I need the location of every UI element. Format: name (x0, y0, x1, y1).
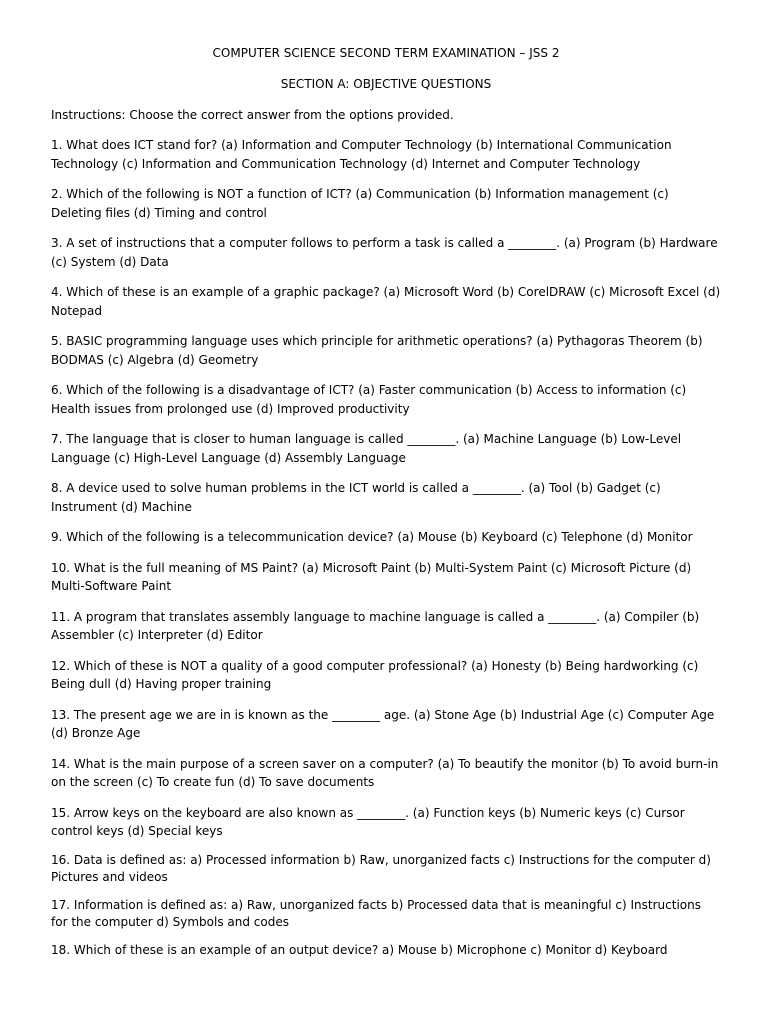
question-2: 2. Which of the following is NOT a function of ICT? (a) Communication (b) Information management (c) Deleting files (d) Timing and control (51, 187, 669, 220)
question-list (51, 136, 721, 959)
question-16: 16. Data is defined as: a) Processed information b) Raw, unorganized facts c) Instructions for the computer d) Pictures and videos (51, 852, 711, 884)
question-5: 5. BASIC programming language uses which principle for arithmetic operations? (a) Pythagoras Theorem (b) BODMAS (c) Algebra (d) Geometry (51, 334, 703, 367)
exam-title: COMPUTER SCIENCE SECOND TERM EXAMINATION – JSS 2 (212, 46, 560, 60)
question-4: 4. Which of these is an example of a graphic package? (a) Microsoft Word (b) CorelDRAW (c) Microsoft Excel (d) Notepad (51, 285, 721, 318)
question-6: 6. Which of the following is a disadvantage of ICT? (a) Faster communication (b) Access to information (c) Health issues from prolonged use (d) Improved productivity (51, 383, 687, 416)
question-12: 12. Which of these is NOT a quality of a good computer professional? (a) Honesty (b) Being hardworking (c) Being dull (d) Having proper training (51, 658, 699, 691)
question-9: 9. Which of the following is a telecommunication device? (a) Mouse (b) Keyboard (c) Telephone (d) Monitor (51, 530, 693, 544)
question-7: 7. The language that is closer to human language is called ________. (a) Machine Language (b) Low-Level Language (c) High-Level Language (d) Assembly Language (51, 432, 682, 465)
question-8: 8. A device used to solve human problems in the ICT world is called a ________. (a) Tool (b) Gadget (c) Instrument (d) Machine (51, 481, 661, 514)
question-14: 14. What is the main purpose of a screen saver on a computer? (a) To beautify the monitor (b) To avoid burn-in on the screen (c) To create fun (d) To save documents (51, 756, 719, 789)
question-11: 11. A program that translates assembly language to machine language is called a ________. (a) Compiler (b) Assembler (c) Interpreter (d) Editor (51, 609, 700, 642)
question-15: 15. Arrow keys on the keyboard are also known as ________. (a) Function keys (b) Numeric keys (c) Cursor control keys (d) Special keys (51, 805, 685, 838)
question-1: 1. What does ICT stand for? (a) Information and Computer Technology (b) International Communication Technology (c) Information and Communication Technology (d) Internet and Computer Technology (51, 138, 672, 171)
question-18: 18. Which of these is an example of an output device? a) Mouse b) Microphone c) Monitor d) Keyboard (51, 942, 668, 957)
exam-page (51, 44, 721, 959)
question-13: 13. The present age we are in is known as the ________ age. (a) Stone Age (b) Industrial Age (c) Computer Age (d) Bronze Age (51, 707, 715, 740)
question-10: 10. What is the full meaning of MS Paint? (a) Microsoft Paint (b) Multi-System Paint (c) Microsoft Picture (d) Multi-Software Paint (51, 560, 692, 593)
question-17: 17. Information is defined as: a) Raw, unorganized facts b) Processed data that is meaningful c) Instructions for the computer d) Symbols and codes (51, 897, 701, 929)
question-3: 3. A set of instructions that a computer follows to perform a task is called a ________. (a) Program (b) Hardware (c) System (d) Data (51, 236, 718, 269)
section-title: SECTION A: OBJECTIVE QUESTIONS (280, 77, 492, 91)
instructions-text: Instructions: Choose the correct answer from the options provided. (51, 108, 454, 122)
